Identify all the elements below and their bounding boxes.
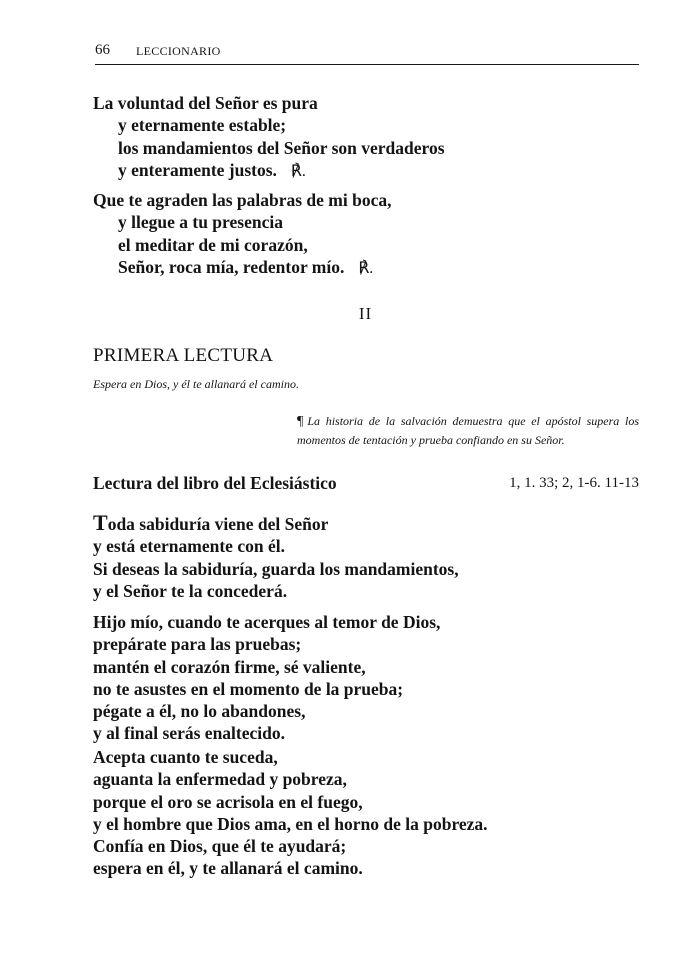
reading-stanza-1 [93, 512, 459, 602]
reading-line: espera en él, y te allanará el camino. [93, 858, 363, 879]
pilcrow-mark: ¶ [297, 414, 304, 429]
reading-line: y el Señor te la concederá. [93, 580, 288, 601]
response-symbol: ℟. [358, 259, 374, 277]
section-numeral: II [358, 304, 373, 323]
drop-initial: T [93, 510, 108, 535]
summary-text: La historia de la salvación demuestra que el apóstol supera los momentos de tentación y prueba confiando en su Señor. [297, 414, 639, 447]
running-head [95, 42, 639, 64]
reading-line-text: oda sabiduría viene del Señor [107, 514, 329, 534]
psalm-line-text: Señor, roca mía, redentor mío. [118, 256, 345, 277]
reading-line: aguanta la enfermedad y pobreza, [93, 769, 347, 790]
psalm-line: La voluntad del Señor es pura [93, 93, 318, 113]
reading-summary [297, 412, 639, 449]
reading-line: pégate a él, no lo abandones, [93, 701, 306, 722]
psalm-line-last [93, 256, 391, 280]
reading-line: prepárate para las pruebas; [93, 634, 302, 655]
reading-reference: 1, 1. 33; 2, 1-6. 11-13 [509, 475, 639, 491]
reading-line: no te asustes en el momento de la prueba; [93, 678, 404, 699]
header-rule [95, 64, 639, 65]
reading-antiphon: Espera en Dios, y él te allanará el camino. [93, 377, 299, 391]
psalm-line: Que te agraden las palabras de mi boca, [93, 190, 392, 210]
page-number: 66 [95, 42, 110, 58]
reading-heading: PRIMERA LECTURA [93, 345, 274, 366]
psalm-line: el meditar de mi corazón, [118, 234, 308, 255]
psalm-stanza-2 [93, 189, 391, 280]
reading-line: Hijo mío, cuando te acerques al temor de Dios, [93, 612, 441, 632]
psalm-line-last [93, 159, 445, 183]
reading-stanza-2 [93, 611, 440, 745]
reading-line: y está eternamente con él. [93, 536, 285, 557]
psalm-line: y eternamente estable; [118, 115, 287, 136]
reading-line: y el hombre que Dios ama, en el horno de la pobreza. [93, 813, 488, 834]
running-title: LECCIONARIO [136, 44, 221, 58]
reading-line: Si deseas la sabiduría, guarda los mandamientos, [93, 558, 459, 579]
psalm-stanza-1 [93, 92, 445, 183]
reading-line: porque el oro se acrisola en el fuego, [93, 791, 363, 812]
reading-line-first [93, 512, 459, 535]
reading-line: Acepta cuanto te suceda, [93, 747, 278, 767]
reading-line: y al final serás enaltecido. [93, 723, 285, 744]
reading-source: Lectura del libro del Eclesiástico [93, 473, 337, 493]
reading-line: Confía en Dios, que él te ayudará; [93, 836, 347, 857]
reading-line: mantén el corazón firme, sé valiente, [93, 656, 366, 677]
psalm-line-text: y enteramente justos. [118, 159, 277, 180]
psalm-line: los mandamientos del Señor son verdaderos [118, 137, 445, 158]
reading-stanza-3 [93, 746, 488, 880]
psalm-line: y llegue a tu presencia [118, 212, 283, 233]
response-symbol: ℟. [290, 162, 306, 180]
